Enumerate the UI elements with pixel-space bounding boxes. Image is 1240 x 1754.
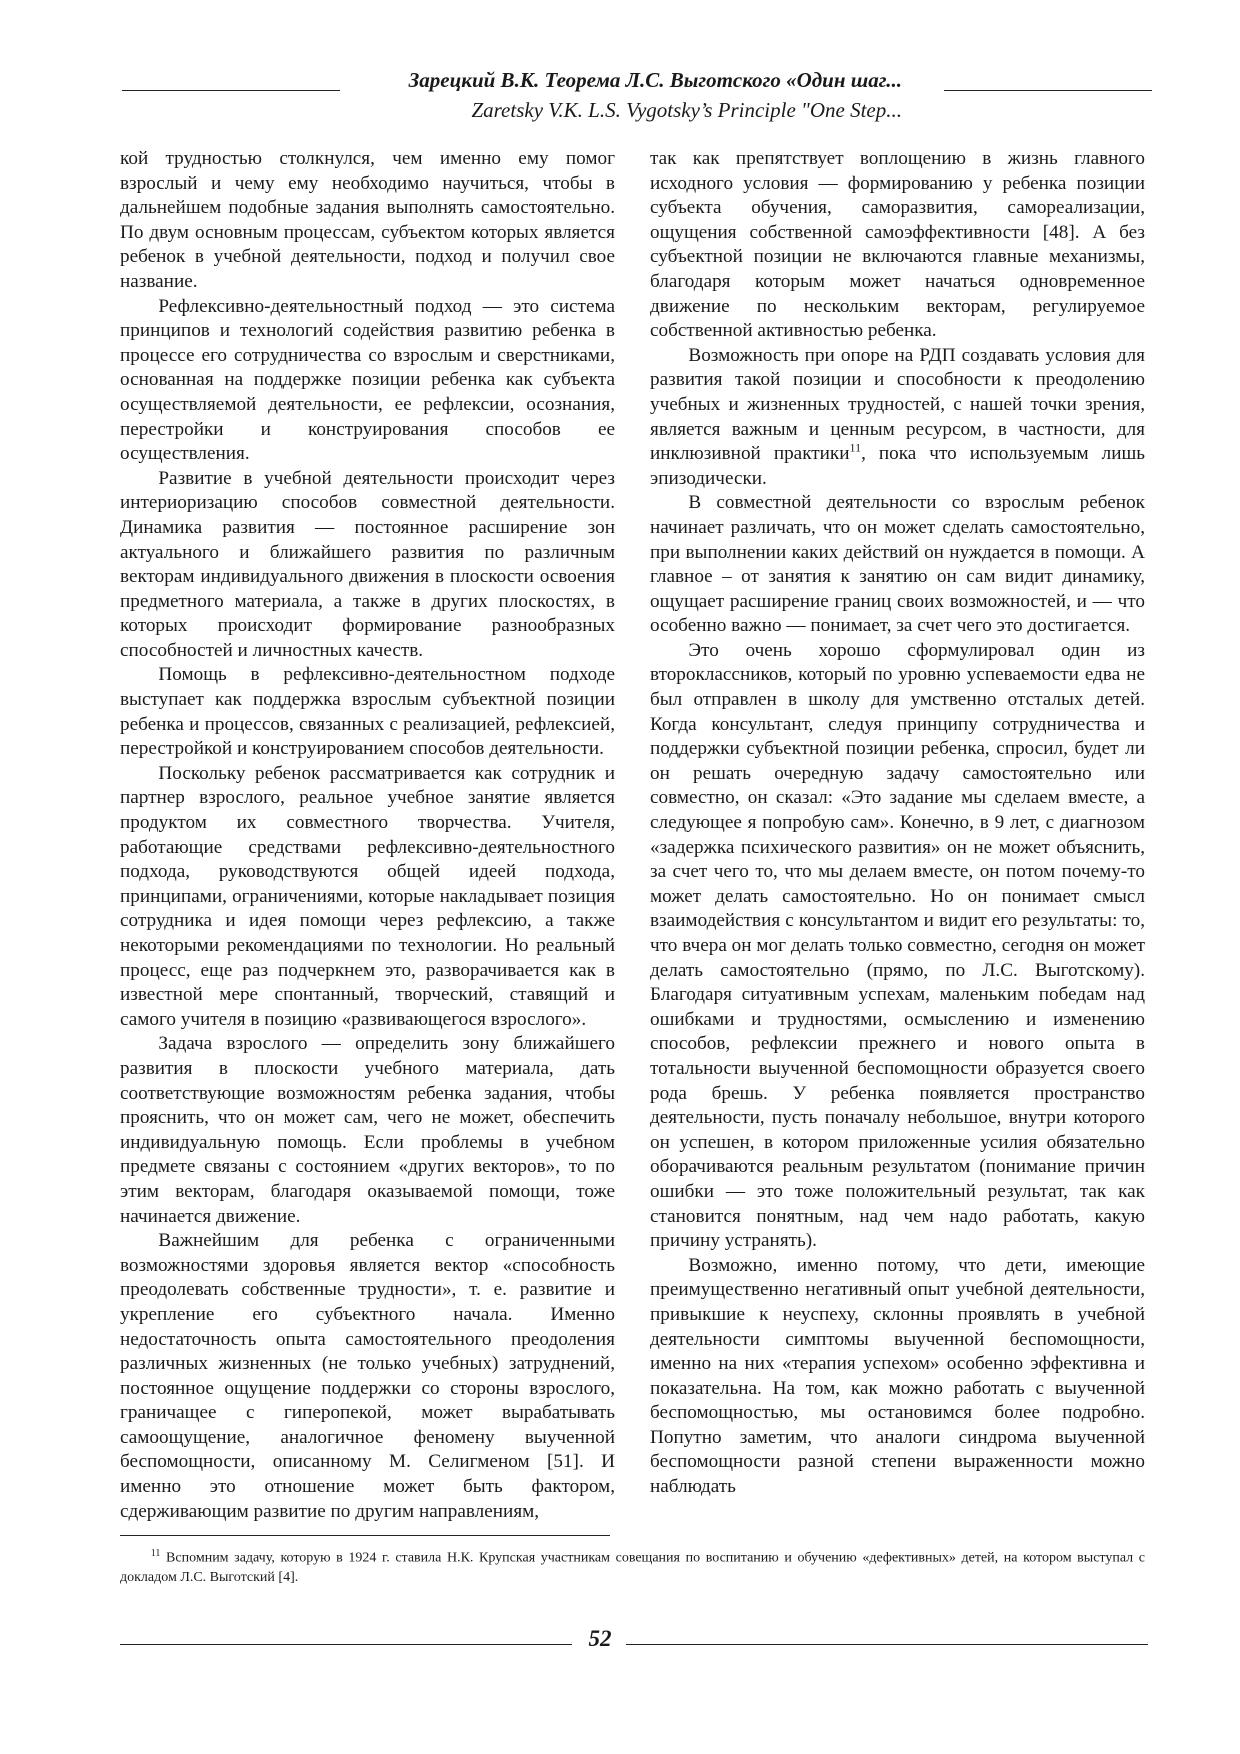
- left-paragraph-4: Помощь в рефлексивно-деятельностном подходе выступает как поддержка взрослым субъектной позиции ребенка и процессов, связанных с реализацией, рефлексией, перестройкой и конструированием способов деятельности.: [120, 664, 615, 760]
- header-rule-right: [944, 90, 1152, 91]
- right-column: [650, 147, 1145, 1522]
- right-paragraph-2: [650, 344, 1145, 492]
- left-paragraph-7: Важнейшим для ребенка с ограниченными возможностями здоровья является вектор «способность преодолевать собственные трудности», т. е. развитие и укрепление его субъектного начала. Именно недостаточность опыта самостоятельного преодоления различных жизненных (не только учебных) затруднений, постоянное ощущение поддержки со стороны взрослого, граничащее с гиперопекой, может вырабатывать самоощущение, аналогичное феномену выученной беспомощности, описанному М. Селигменом [51]. И именно это отношение может быть фактором, сдерживающим развитие по другим направлениям,: [120, 1230, 615, 1522]
- footer-rule-right: [626, 1644, 1148, 1645]
- right-paragraph-1: так как препятствует воплощению в жизнь главного исходного условия — формированию у ребенка позиции субъекта обучения, саморазвития, самореализации, ощущения собственной самоэффективности [48]. А без субъектной позиции не включаются главные механизмы, благодаря которым может начаться одновременное движение по нескольким векторам, регулируемое собственной активностью ребенка.: [650, 148, 1145, 342]
- page-number: 52: [588, 1626, 612, 1651]
- left-paragraph-6: Задача взрослого — определить зону ближайшего развития в плоскости учебного материала, дать соответствующие возможностям ребенка задания, чтобы прояснить, что он может сам, чего не может, обеспечить индивидуальную помощь. Если проблемы в учебном предмете связаны с состоянием «других векторов», то по этим векторам, благодаря оказываемой помощи, тоже начинается движение.: [120, 1033, 615, 1227]
- header-title-ru: Зарецкий В.К. Теорема Л.С. Выготского «Один шаг...: [408, 68, 902, 92]
- right-paragraph-2-tail: , пока что используемым лишь эпизодически.: [650, 443, 1145, 489]
- left-paragraph-3: Развитие в учебной деятельности происходит через интериоризацию способов совместной деятельности. Динамика развития — постоянное расширение зон актуального и ближайшего развития по различным векторам индивидуального движения в плоскости освоения предметного материала, а также в других плоскостях, в которых происходит формирование разнообразных способностей и личностных качеств.: [120, 467, 615, 661]
- body-columns: [120, 147, 1145, 1522]
- left-paragraph-5: Поскольку ребенок рассматривается как сотрудник и партнер взрослого, реальное учебное занятие является продуктом их совместного творчества. Учителя, работающие средствами рефлексивно-деятельностного подхода, руководствуются общей идеей подхода, принципами, ограничениями, которые накладывает позиция сотрудника и идея помощи через рефлексию, а также некоторыми рекомендациями по технологии. Но реальный процесс, еще раз подчеркнем это, разворачивается как в известной мере спонтанный, творческий, ставящий и самого учителя в позицию «развивающегося взрослого».: [120, 762, 615, 1030]
- header-title-en: Zaretsky V.K. L.S. Vygotsky’s Principle "One Step...: [471, 98, 902, 122]
- footnote-reference[interactable]: 11: [849, 440, 862, 455]
- right-paragraph-4: Это очень хорошо сформулировал один из второклассников, который по уровню успеваемости едва не был отправлен в школу для умственно отсталых детей. Когда консультант, следуя принципу сотрудничества и поддержки субъектной позиции ребенка, спросил, будет ли он решать очередную задачу самостоятельно или совместно, он сказал: «Это задание мы сделаем вместе, а следующее я попробую сам». Конечно, в 9 лет, с диагнозом «задержка психического развития» он не может объяснить, за счет чего то, что мы делаем вместе, он потом почему-то может делать самостоятельно. Но он понимает смысл взаимодействия с консультантом и видит его результаты: то, что вчера он мог делать только совместно, сегодня он может делать самостоятельно (прямо, по Л.С. Выготскому). Благодаря ситуативным успехам, маленьким победам над ошибками и трудностями, осмыслению и изменению способов, рефлексии прежнего и нового опыта в тотальности выученной беспомощности образуется своего рода брешь. У ребенка появляется пространство деятельности, пусть поначалу небольшое, внутри которого он успешен, в котором приложенные усилия обязательно оборачиваются реальным результатом (понимание причин ошибки — это тоже положительный результат, так как становится понятным, над чем надо работать, какую причину устранять).: [650, 639, 1145, 1252]
- left-column: [120, 147, 615, 1522]
- right-paragraph-2-text: Возможность при опоре на РДП создавать условия для развития такой позиции и способности к преодолению учебных и жизненных трудностей, с нашей точки зрения, является важным и ценным ресурсом, в частности, для инклюзивной практики: [650, 344, 1145, 465]
- footnote: [120, 1544, 1145, 1587]
- footer-rule-left: [120, 1644, 572, 1645]
- left-paragraph-1: кой трудностью столкнулся, чем именно ему помог взрослый и чему ему необходимо научиться, чтобы в дальнейшем подобные задания выполнять самостоятельно. По двум основным процессам, субъектом которых является ребенок в учебной деятельности, подход и получил свое название.: [120, 148, 615, 292]
- left-paragraph-2: Рефлексивно-деятельностный подход — это система принципов и технологий содействия развитию ребенка в процессе его сотрудничества со взрослым и сверстниками, основанная на поддержке позиции ребенка как субъекта осуществляемой деятельности, ее рефлексии, осознания, перестройки и конструирования способов ее осуществления.: [120, 295, 615, 465]
- right-paragraph-5: Возможно, именно потому, что дети, имеющие преимущественно негативный опыт учебной деятельности, привыкшие к неуспеху, склонны проявлять в учебной деятельности симптомы выученной беспомощности, именно на них «терапия успехом» особенно эффективна и показательна. На том, как можно работать с выученной беспомощностью, мы остановимся более подробно. Попутно заметим, что аналоги синдрома выученной беспомощности разной степени выраженности можно наблюдать: [650, 1254, 1145, 1498]
- footnote-rule: [120, 1535, 610, 1536]
- footnote-marker: 11: [150, 1548, 161, 1559]
- header-rule-left: [122, 90, 340, 91]
- right-paragraph-3: В совместной деятельности со взрослым ребенок начинает различать, что он может сделать самостоятельно, при выполнении каких действий он нуждается в помощи. А главное – от занятия к занятию он сам видит динамику, ощущает расширение границ своих возможностей, и — что особенно важно — понимает, за счет чего это достигается.: [650, 492, 1145, 637]
- footnote-text: Вспомним задачу, которую в 1924 г. ставила Н.К. Крупская участникам совещания по воспитанию и обучению «дефективных» детей, на котором выступал с докладом Л.С. Выготский [4].: [120, 1550, 1145, 1585]
